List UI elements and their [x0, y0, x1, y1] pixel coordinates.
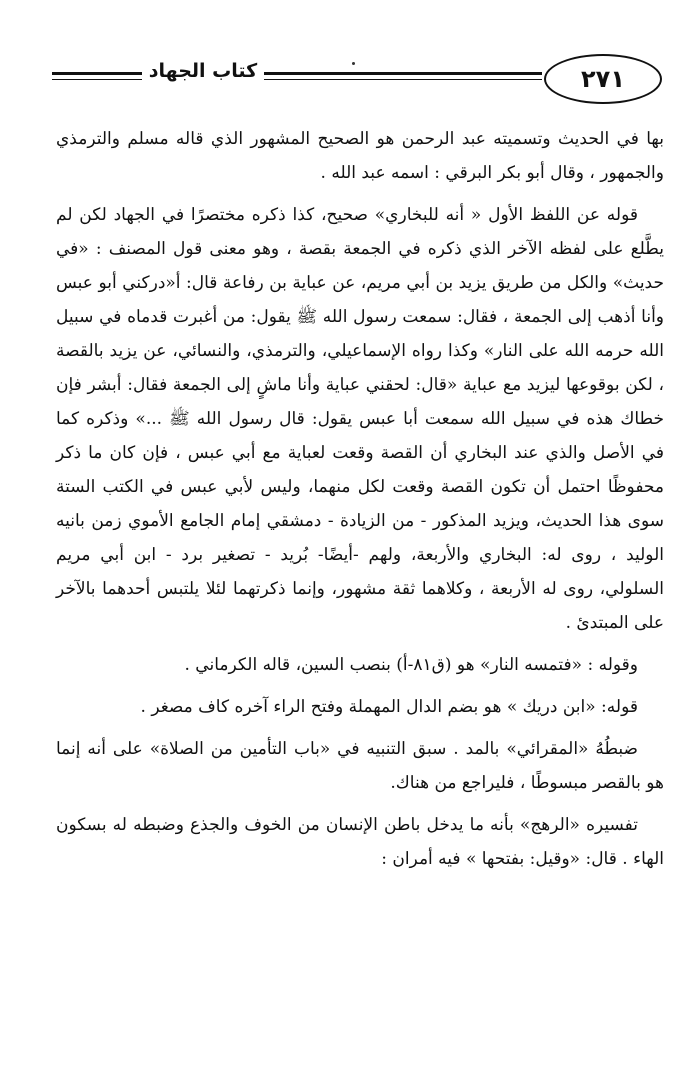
header-rule-left-thin	[52, 79, 142, 80]
paragraph-2: قوله عن اللفظ الأول « أنه للبخاري» صحيح، كذا ذكره مختصرًا في الجهاد لكن لم يطَّلع على لفظه الآخر الذي ذكره في الجمعة بقصة ، وهو معنى قول المصنف : «في حديث» والكل من طريق يزيد بن أبي مريم، عن عباية بن رفاعة قال: أ«دركني أبو عبس وأنا أذهب إلى الجمعة ، فقال: سمعت رسول الله ﷺ يقول: من أغبرت قدماه في سبيل الله حرمه الله على النار» وكذا رواه الإسماعيلي، والترمذي، والنسائي، عن يزيد بالقصة ، لكن بوقوعها ليزيد مع عباية «قال: لحقني عباية وأنا ماشٍ إلى الجمعة فقال: أبشر فإن خطاك هذه في سبيل الله سمعت أبا عبس يقول: قال رسول الله ﷺ ...» وذكره كما في الأصل والذي عند البخاري أن القصة وقعت لعباية مع أبي عبس ، فإن كان ما ذكر محفوظًا احتمل أن تكون القصة وقعت لكل منهما، وليس لأبي عبس في الكتب الستة سوى هذا الحديث، ويزيد المذكور - من الزيادة - دمشقي إمام الجامع الأموي زمن بانيه الوليد ، روى له: البخاري والأربعة، ولهم -أيضًا- بُريد - تصغير برد - ابن أبي مريم السلولي، روى له الأربعة ، وكلاهما ثقة مشهور، وإنما ذكرتهما لئلا يلتبس أحدهما بالآخر على المبتدئ .	[56, 205, 664, 633]
print-mark	[352, 62, 355, 65]
page-number: ٢٧١	[544, 54, 662, 104]
paragraph-1: بها في الحديث وتسميته عبد الرحمن هو الصحيح المشهور الذي قاله مسلم والترمذي والجمهور ، وقال أبو بكر البرقي : اسمه عبد الله .	[56, 129, 664, 183]
header-rule-middle	[264, 72, 542, 75]
chapter-title: كتاب الجهاد	[148, 60, 258, 82]
header-rule-left	[52, 72, 142, 75]
paragraph-3: وقوله : «فتمسه النار» هو (ق٨١-أ) بنصب السين، قاله الكرماني .	[184, 655, 638, 675]
paragraph-6: تفسيره «الرهج» بأنه ما يدخل باطن الإنسان من الخوف والجذع وضبطه له بسكون الهاء . قال: «وقيل: بفتحها » فيه أمران :	[56, 815, 664, 869]
paragraph-5: ضبطُهُ «المقرائي» بالمد . سبق التنبيه في «باب التأمين من الصلاة» على أنه إنما هو بالقصر مبسوطًا ، فليراجع من هناك.	[56, 739, 664, 793]
page-header	[52, 54, 684, 110]
paragraph-4: قوله: «ابن دريك » هو بضم الدال المهملة وفتح الراء آخره كاف مصغر .	[140, 697, 638, 717]
header-rule-middle-thin	[264, 79, 542, 80]
page-body	[56, 122, 664, 876]
